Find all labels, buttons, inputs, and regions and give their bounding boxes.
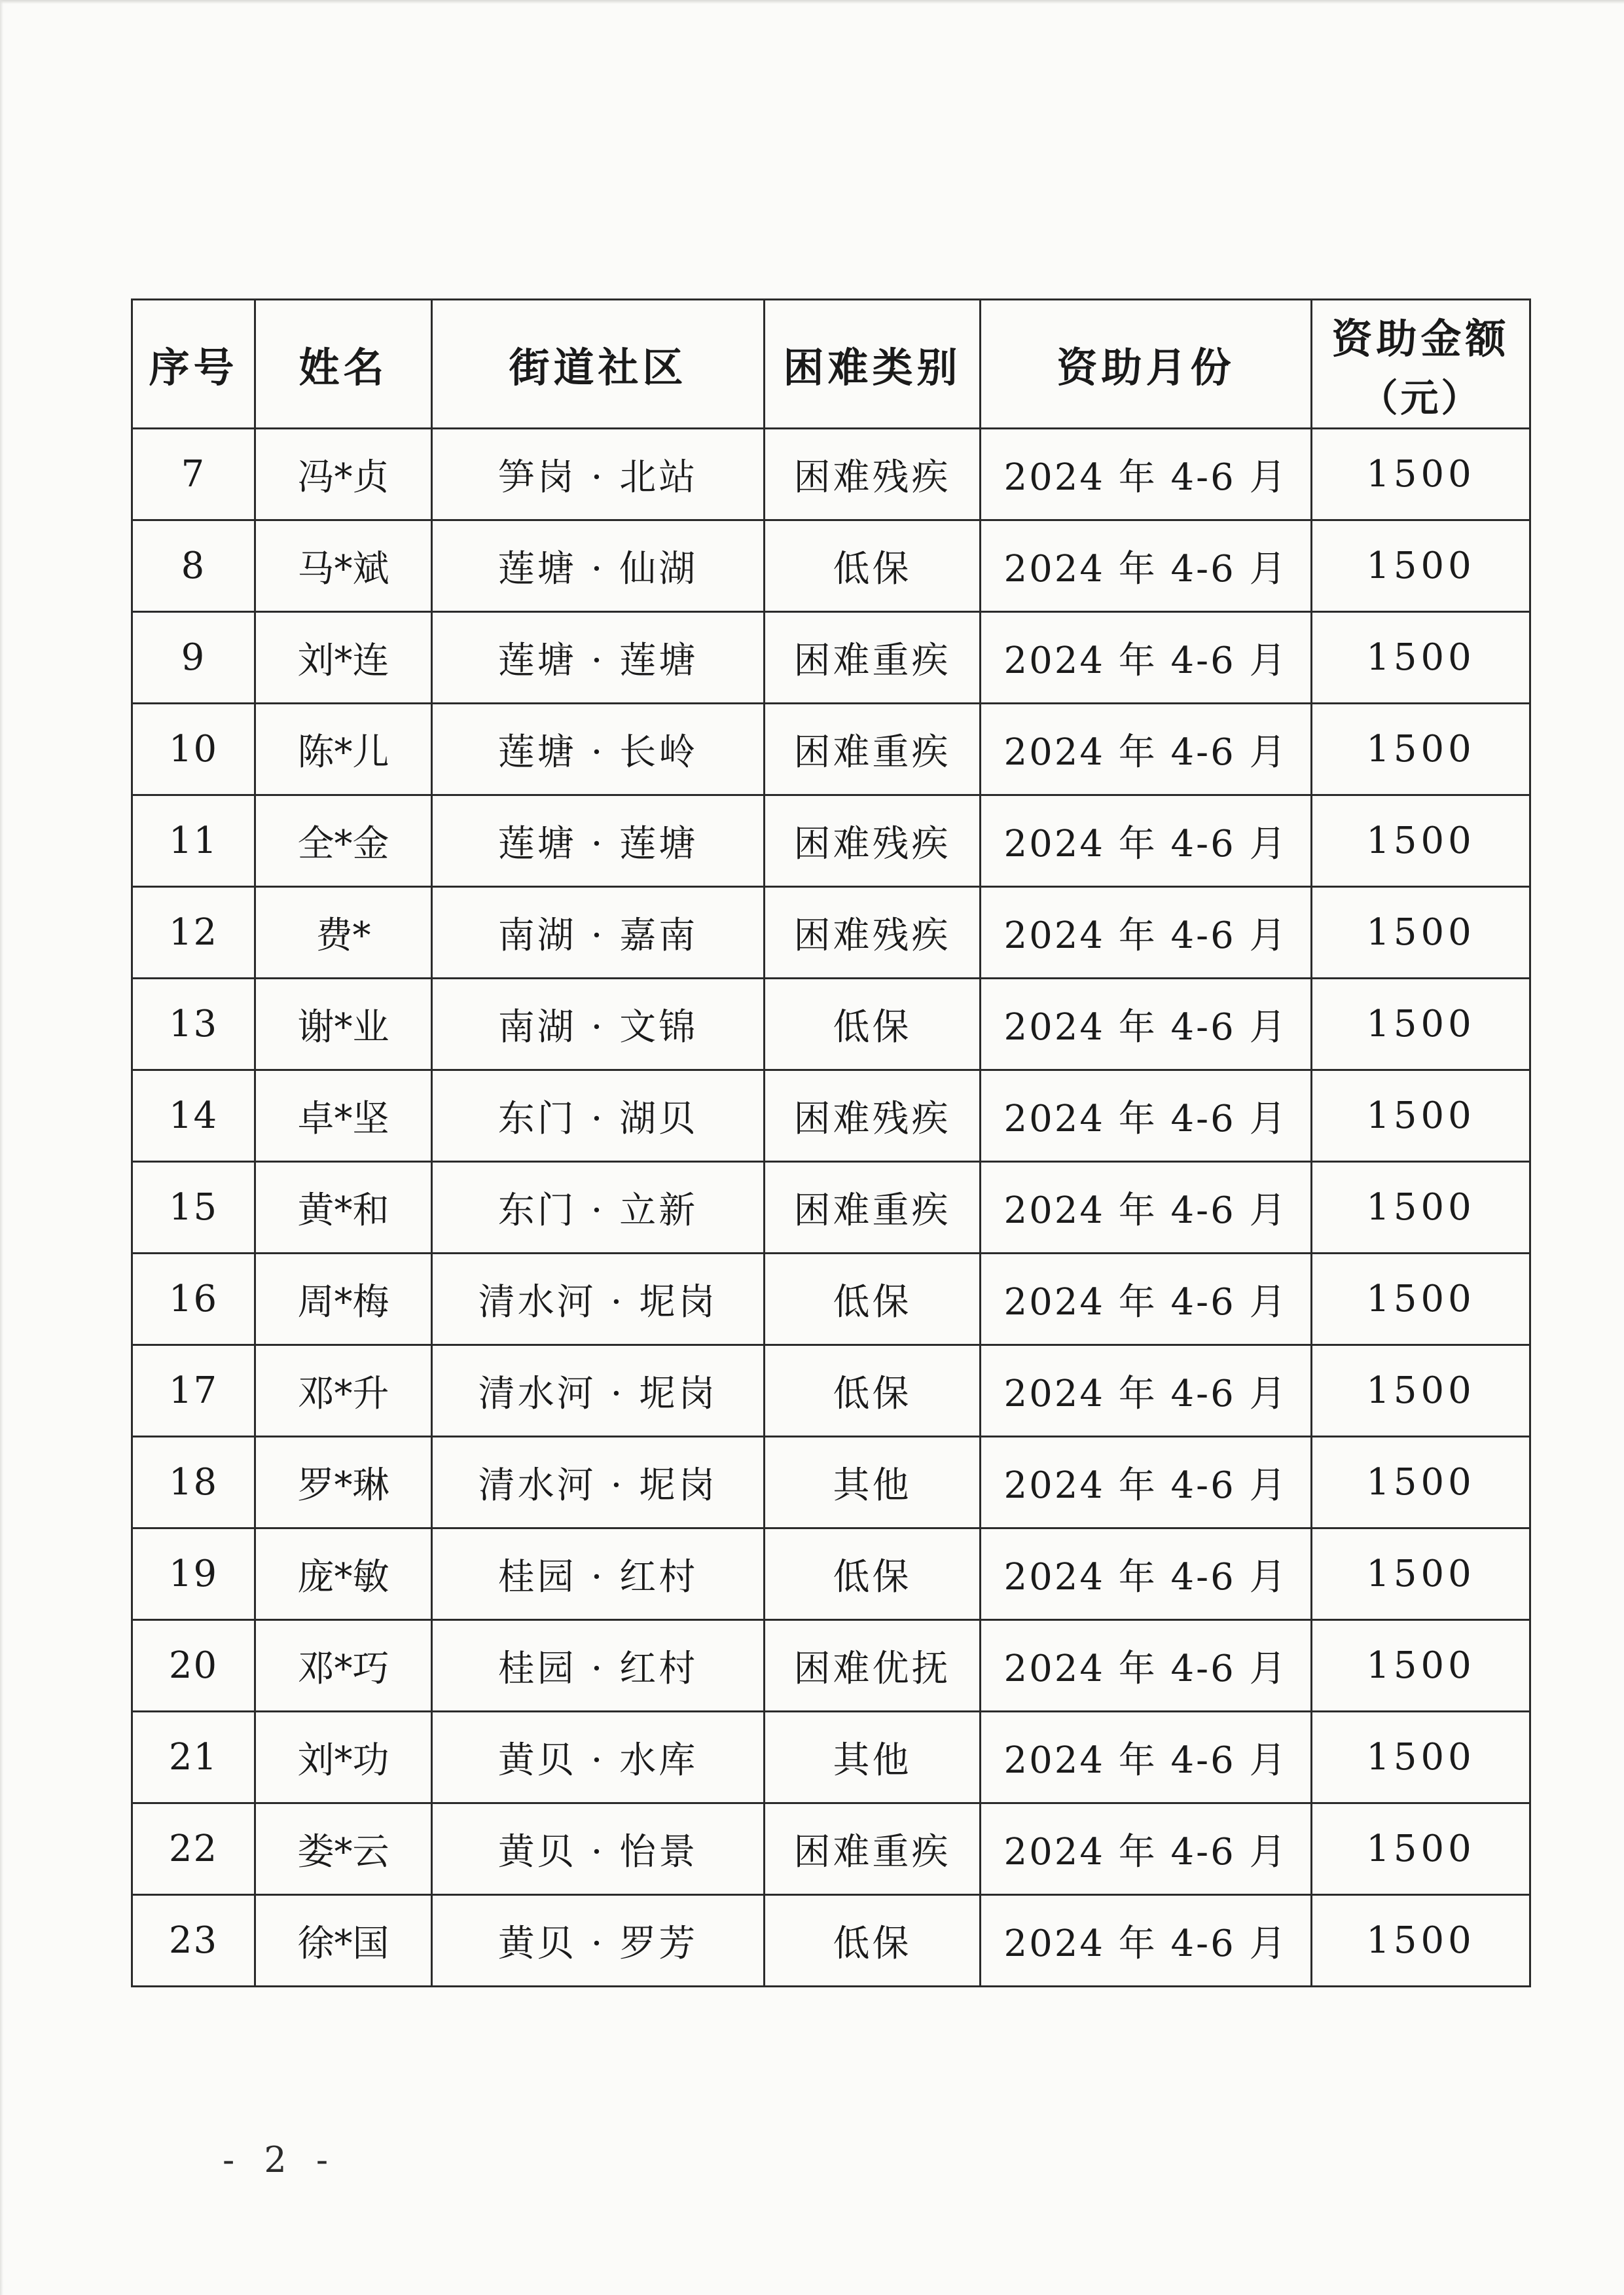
cell-seq: 15	[132, 1162, 255, 1254]
header-amount-unit: （元）	[1360, 375, 1482, 420]
cell-area: 清水河 · 坭岗	[432, 1345, 765, 1437]
assistance-roster-table	[131, 298, 1531, 1987]
cell-amount: 1500	[1312, 979, 1530, 1070]
cell-name: 邓*巧	[255, 1620, 432, 1712]
cell-name: 费*	[255, 887, 432, 979]
cell-type: 低保	[765, 1345, 981, 1437]
header-name: 姓名	[255, 300, 432, 429]
cell-month: 2024 年 4-6 月	[981, 1254, 1312, 1345]
table-header	[132, 300, 1530, 429]
cell-area: 东门 · 湖贝	[432, 1070, 765, 1162]
cell-amount: 1500	[1312, 429, 1530, 520]
cell-type: 困难重疾	[765, 1162, 981, 1254]
cell-month: 2024 年 4-6 月	[981, 704, 1312, 795]
table-row	[132, 1528, 1530, 1620]
cell-type: 困难残疾	[765, 795, 981, 887]
cell-area: 清水河 · 坭岗	[432, 1254, 765, 1345]
cell-seq: 13	[132, 979, 255, 1070]
cell-month: 2024 年 4-6 月	[981, 1803, 1312, 1895]
cell-type: 低保	[765, 520, 981, 612]
cell-month: 2024 年 4-6 月	[981, 1437, 1312, 1528]
cell-seq: 9	[132, 612, 255, 704]
table-row	[132, 1437, 1530, 1528]
cell-area: 东门 · 立新	[432, 1162, 765, 1254]
cell-month: 2024 年 4-6 月	[981, 795, 1312, 887]
cell-type: 困难重疾	[765, 1803, 981, 1895]
cell-type: 困难重疾	[765, 704, 981, 795]
cell-month: 2024 年 4-6 月	[981, 1162, 1312, 1254]
cell-month: 2024 年 4-6 月	[981, 612, 1312, 704]
scan-left-edge	[0, 0, 3, 2295]
cell-seq: 21	[132, 1712, 255, 1803]
cell-amount: 1500	[1312, 612, 1530, 704]
cell-amount: 1500	[1312, 1254, 1530, 1345]
cell-type: 困难优抚	[765, 1620, 981, 1712]
cell-amount: 1500	[1312, 1803, 1530, 1895]
table-row	[132, 1712, 1530, 1803]
cell-area: 南湖 · 文锦	[432, 979, 765, 1070]
header-amount	[1312, 300, 1530, 429]
cell-name: 娄*云	[255, 1803, 432, 1895]
cell-area: 莲塘 · 莲塘	[432, 795, 765, 887]
cell-area: 黄贝 · 水库	[432, 1712, 765, 1803]
cell-area: 莲塘 · 长岭	[432, 704, 765, 795]
cell-amount: 1500	[1312, 1895, 1530, 1987]
cell-month: 2024 年 4-6 月	[981, 979, 1312, 1070]
page-number: - 2 -	[223, 2139, 338, 2180]
scan-top-edge	[0, 0, 1624, 4]
cell-name: 刘*功	[255, 1712, 432, 1803]
cell-area: 桂园 · 红村	[432, 1528, 765, 1620]
cell-seq: 14	[132, 1070, 255, 1162]
cell-amount: 1500	[1312, 795, 1530, 887]
cell-type: 困难残疾	[765, 887, 981, 979]
cell-area: 黄贝 · 罗芳	[432, 1895, 765, 1987]
cell-type: 低保	[765, 979, 981, 1070]
cell-amount: 1500	[1312, 520, 1530, 612]
cell-name: 马*斌	[255, 520, 432, 612]
cell-area: 笋岗 · 北站	[432, 429, 765, 520]
cell-seq: 17	[132, 1345, 255, 1437]
cell-name: 周*梅	[255, 1254, 432, 1345]
table-row	[132, 1803, 1530, 1895]
cell-name: 刘*连	[255, 612, 432, 704]
header-amount-label: 资助金额	[1331, 314, 1510, 363]
cell-amount: 1500	[1312, 1528, 1530, 1620]
cell-seq: 16	[132, 1254, 255, 1345]
cell-type: 困难残疾	[765, 429, 981, 520]
cell-type: 其他	[765, 1712, 981, 1803]
cell-area: 南湖 · 嘉南	[432, 887, 765, 979]
table-row	[132, 612, 1530, 704]
cell-name: 徐*国	[255, 1895, 432, 1987]
cell-amount: 1500	[1312, 1712, 1530, 1803]
cell-seq: 11	[132, 795, 255, 887]
cell-type: 困难重疾	[765, 612, 981, 704]
header-area: 街道社区	[432, 300, 765, 429]
cell-type: 低保	[765, 1895, 981, 1987]
cell-type: 低保	[765, 1254, 981, 1345]
cell-name: 陈*儿	[255, 704, 432, 795]
cell-month: 2024 年 4-6 月	[981, 1528, 1312, 1620]
cell-area: 黄贝 · 怡景	[432, 1803, 765, 1895]
table-row	[132, 1620, 1530, 1712]
table-row	[132, 429, 1530, 520]
cell-amount: 1500	[1312, 1437, 1530, 1528]
cell-seq: 8	[132, 520, 255, 612]
cell-seq: 12	[132, 887, 255, 979]
cell-seq: 18	[132, 1437, 255, 1528]
cell-area: 莲塘 · 莲塘	[432, 612, 765, 704]
cell-amount: 1500	[1312, 1070, 1530, 1162]
cell-seq: 10	[132, 704, 255, 795]
cell-area: 莲塘 · 仙湖	[432, 520, 765, 612]
table-row	[132, 1345, 1530, 1437]
table-row	[132, 887, 1530, 979]
table-row	[132, 979, 1530, 1070]
cell-area: 清水河 · 坭岗	[432, 1437, 765, 1528]
header-row	[132, 300, 1530, 429]
header-type: 困难类别	[765, 300, 981, 429]
header-month: 资助月份	[981, 300, 1312, 429]
cell-type: 困难残疾	[765, 1070, 981, 1162]
cell-seq: 20	[132, 1620, 255, 1712]
cell-type: 低保	[765, 1528, 981, 1620]
cell-name: 冯*贞	[255, 429, 432, 520]
cell-month: 2024 年 4-6 月	[981, 887, 1312, 979]
cell-month: 2024 年 4-6 月	[981, 1620, 1312, 1712]
cell-name: 邓*升	[255, 1345, 432, 1437]
cell-month: 2024 年 4-6 月	[981, 1070, 1312, 1162]
cell-month: 2024 年 4-6 月	[981, 1345, 1312, 1437]
cell-name: 庞*敏	[255, 1528, 432, 1620]
cell-seq: 23	[132, 1895, 255, 1987]
cell-amount: 1500	[1312, 704, 1530, 795]
cell-amount: 1500	[1312, 1345, 1530, 1437]
cell-area: 桂园 · 红村	[432, 1620, 765, 1712]
cell-seq: 19	[132, 1528, 255, 1620]
cell-month: 2024 年 4-6 月	[981, 1712, 1312, 1803]
cell-amount: 1500	[1312, 1620, 1530, 1712]
cell-month: 2024 年 4-6 月	[981, 1895, 1312, 1987]
cell-seq: 7	[132, 429, 255, 520]
cell-amount: 1500	[1312, 1162, 1530, 1254]
table-row	[132, 1254, 1530, 1345]
cell-name: 罗*琳	[255, 1437, 432, 1528]
table-row	[132, 1895, 1530, 1987]
header-seq: 序号	[132, 300, 255, 429]
table-row	[132, 795, 1530, 887]
cell-name: 谢*业	[255, 979, 432, 1070]
cell-month: 2024 年 4-6 月	[981, 520, 1312, 612]
cell-name: 卓*坚	[255, 1070, 432, 1162]
cell-month: 2024 年 4-6 月	[981, 429, 1312, 520]
cell-amount: 1500	[1312, 887, 1530, 979]
cell-name: 全*金	[255, 795, 432, 887]
table-row	[132, 1162, 1530, 1254]
table-row	[132, 704, 1530, 795]
cell-type: 其他	[765, 1437, 981, 1528]
cell-seq: 22	[132, 1803, 255, 1895]
table-row	[132, 1070, 1530, 1162]
table-row	[132, 520, 1530, 612]
table-body	[132, 429, 1530, 1987]
cell-name: 黄*和	[255, 1162, 432, 1254]
